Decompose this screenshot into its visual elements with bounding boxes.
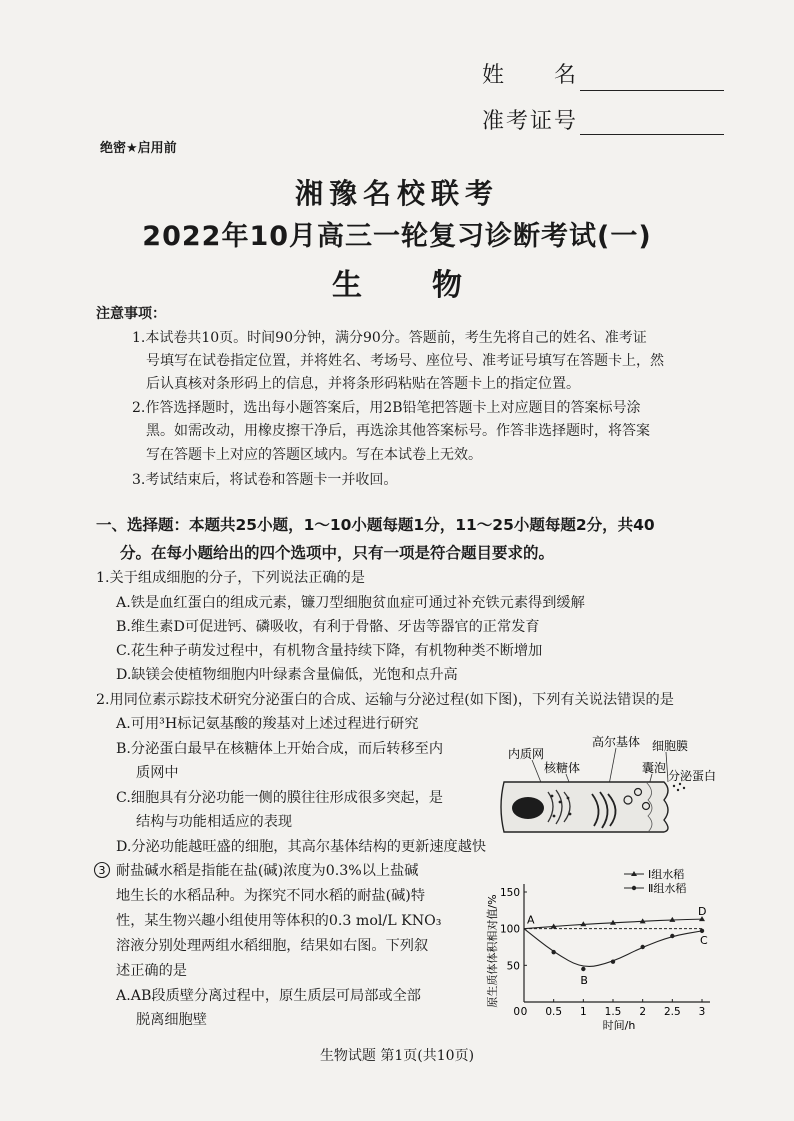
exam-id-field-line[interactable]	[580, 106, 724, 135]
x-axis-label: 时间/h	[602, 1019, 636, 1030]
x-tick-label: 2.5	[663, 1006, 681, 1018]
section-heading-line1: 一、选择题：本题共25小题，1～10小题每题1分，11～25小题每题2分，共40	[96, 516, 655, 534]
question-3-stem-line: 耐盐碱水稻是指能在盐(碱)浓度为0.3%以上盐碱	[116, 863, 419, 879]
question-1-option-c[interactable]: C.花生种子萌发过程中，有机物含量持续下降，有机物种类不断增加	[116, 643, 543, 659]
series-2-point	[640, 945, 644, 949]
label-vesicle: 囊泡	[642, 761, 667, 775]
point-label-c: C	[700, 933, 708, 947]
label-secreted-protein: 分泌蛋白	[668, 769, 717, 783]
label-membrane: 细胞膜	[652, 739, 689, 753]
question-1-stem: 1.关于组成细胞的分子，下列说法正确的是	[96, 570, 365, 586]
x-tick-label: 3	[698, 1006, 706, 1018]
label-golgi: 高尔基体	[592, 735, 641, 749]
notice-line: 1.本试卷共10页。时间90分钟，满分90分。答题前，考生先将自己的姓名、准考证	[132, 330, 647, 346]
question-1-option-d[interactable]: D.缺镁会使植物细胞内叶绿素含量偏低，光饱和点升高	[116, 667, 458, 683]
question-3-stem-line: 地生长的水稻品种。为探究不同水稻的耐盐(碱)特	[116, 888, 426, 904]
notice-heading: 注意事项：	[96, 306, 166, 322]
series-2-point	[551, 950, 555, 954]
y-tick-label: 50	[506, 960, 520, 973]
legend-label-2: Ⅱ组水稻	[648, 882, 687, 895]
y-tick-label: 100	[499, 923, 520, 936]
notice-line: 黑。如需改动，用橡皮擦干净后，再选涂其他答案标号。作答非选择题时，将答案	[146, 423, 650, 439]
page-footer: 生物试题 第1页(共10页)	[319, 1048, 475, 1064]
point-label-b: B	[580, 974, 588, 987]
question-1-option-a[interactable]: A.铁是血红蛋白的组成元素，镰刀型细胞贫血症可通过补充铁元素得到缓解	[116, 595, 585, 611]
notice-line: 后认真核对条形码上的信息，并将条形码粘贴在答题卡上的指定位置。	[146, 376, 580, 392]
notice-line: 3.考试结束后，将试卷和答题卡一并收回。	[132, 472, 398, 488]
name-field-line[interactable]	[580, 62, 724, 91]
question-1-option-b[interactable]: B.维生素D可促进钙、磷吸收，有利于骨骼、牙齿等器官的正常发育	[116, 619, 540, 635]
y-tick-label: 150	[499, 887, 520, 899]
question-2-option-b[interactable]: B.分泌蛋白最早在核糖体上开始合成，而后转移至内	[116, 741, 444, 757]
x-tick-label: 1.5	[604, 1006, 622, 1018]
svg-text:3: 3	[98, 864, 106, 877]
series-2-point	[670, 934, 674, 938]
notice-line: 写在答题卡上对应的答题区域内。写在本试卷上无效。	[146, 447, 482, 463]
legend-marker-2	[632, 886, 636, 890]
label-er: 内质网	[508, 747, 545, 761]
origin-label: 0	[513, 1006, 520, 1018]
subject-char-2: 物	[432, 268, 462, 303]
name-label: 姓 名	[482, 63, 579, 88]
x-tick-label: 1	[579, 1006, 587, 1018]
notice-line: 2.作答选择题时，选出每小题答案后，用2B铅笔把答题卡上对应题目的答案标号涂	[132, 400, 641, 416]
nucleus	[512, 797, 544, 819]
question-2-stem: 2.用同位素示踪技术研究分泌蛋白的合成、运输与分泌过程(如下图)，下列有关说法错误的是	[96, 692, 674, 708]
question-3-option-a-cont: 脱离细胞壁	[136, 1012, 207, 1028]
series-2-point	[611, 959, 615, 963]
question-2-option-b-cont: 质网中	[136, 765, 179, 781]
notice-line: 号填写在试卷指定位置，并将姓名、考场号、座位号、准考证号填写在答题卡上，然	[146, 353, 664, 369]
legend-label-1: Ⅰ组水稻	[648, 868, 685, 881]
exam-title-line2: 2022年10月高三一轮复习诊断考试(一)	[142, 221, 652, 252]
point-label-a: A	[527, 913, 535, 927]
question-3-stem-line: 性，某生物兴趣小组使用等体积的0.3 mol/L KNO₃	[116, 913, 442, 929]
subject-title	[0, 260, 794, 304]
y-axis-label: 原生质体体积相对值/%	[486, 894, 499, 1008]
secretory-cell-diagram	[496, 720, 728, 838]
question-2-option-d[interactable]: D.分泌功能越旺盛的细胞，其高尔基体结构的更新速度越快	[116, 839, 487, 855]
question-2-option-c[interactable]: C.细胞具有分泌功能一侧的膜往往形成很多突起，是	[116, 790, 443, 806]
question-3-stem-line: 述正确的是	[116, 963, 187, 979]
question-3-option-a[interactable]: A.AB段质壁分离过程中，原生质层可局部或全部	[116, 988, 421, 1004]
series-2-point	[581, 967, 585, 971]
x-tick-label: 0	[520, 1006, 528, 1018]
x-tick-label: 0.5	[545, 1006, 563, 1018]
section-heading-line2: 分。在每小题给出的四个选项中，只有一项是符合题目要求的。	[120, 544, 555, 562]
question-2-option-c-cont: 结构与功能相适应的表现	[136, 814, 293, 830]
protoplast-volume-chart	[478, 862, 728, 1030]
exam-title-line1: 湘豫名校联考	[294, 177, 499, 210]
question-3-circled-number	[93, 861, 111, 879]
label-ribosome: 核糖体	[544, 761, 581, 775]
series-2-point	[700, 929, 704, 933]
question-2-option-a[interactable]: A.可用³H标记氨基酸的羧基对上述过程进行研究	[116, 716, 419, 732]
question-3-stem-line: 溶液分别处理两组水稻细胞，结果如右图。下列叙	[116, 938, 429, 954]
x-tick-label: 2	[639, 1006, 647, 1018]
point-label-d: D	[698, 905, 707, 919]
exam-id-label: 准考证号	[482, 109, 579, 134]
confidential-mark: 绝密★启用前	[100, 141, 177, 156]
subject-char-1: 生	[332, 268, 362, 303]
